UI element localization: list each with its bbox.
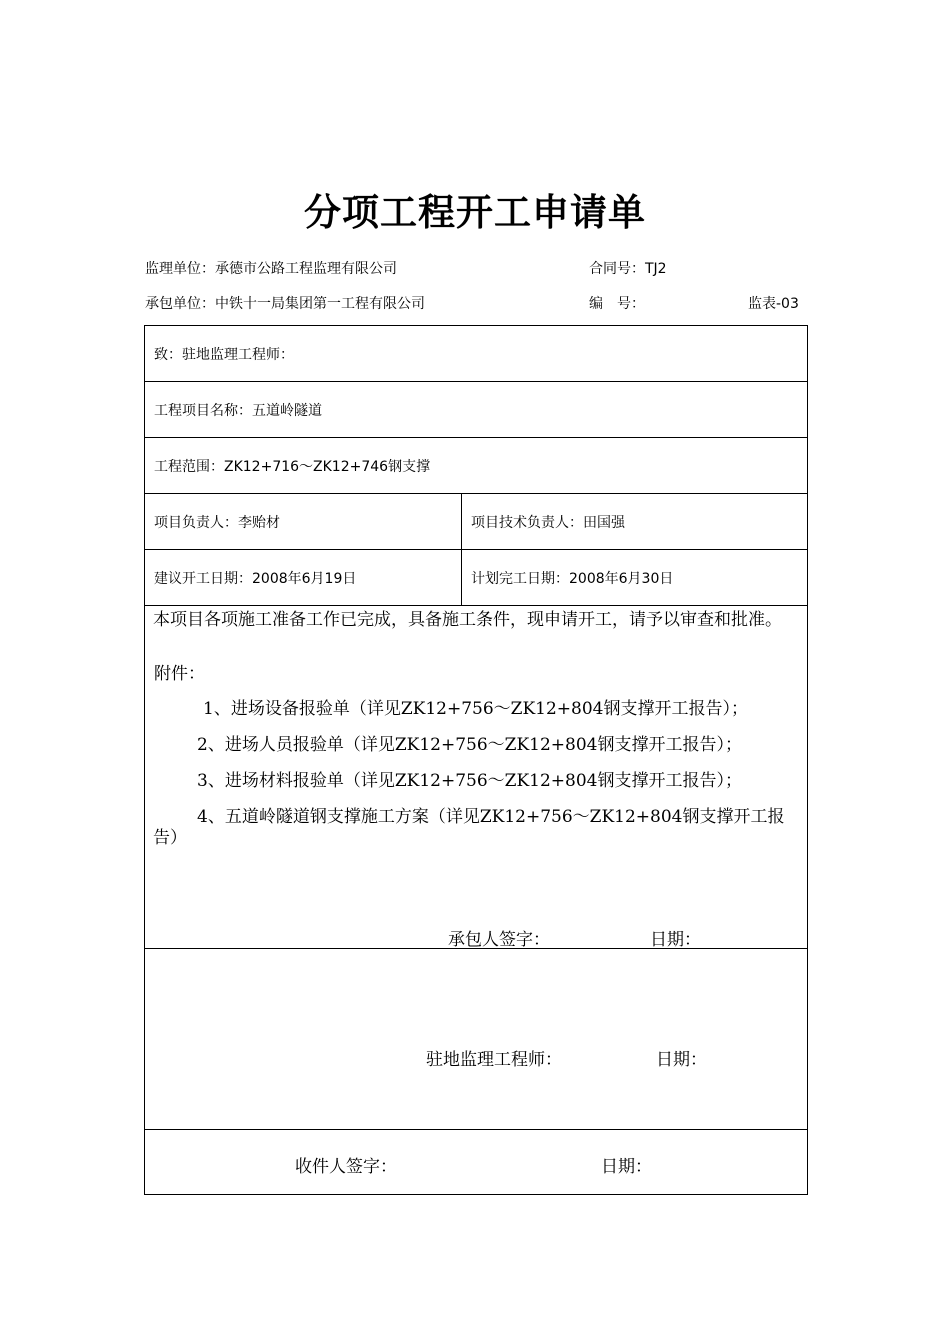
- end-date-field: 计划完工日期：2008年6月30日: [462, 550, 808, 606]
- scope-field: 工程范围：ZK12+716～ZK12+746钢支撑: [145, 438, 808, 494]
- attachment-item: 4、五道岭隧道钢支撑施工方案（详见ZK12+756～ZK12+804钢支撑开工报告）: [153, 807, 785, 848]
- attachments-label: 附件：: [154, 664, 205, 684]
- statement-text: 本项目各项施工准备工作已完成，具备施工条件，现申请开工，请予以审查和批准。: [153, 610, 782, 630]
- project-name-field: 工程项目名称：五道岭隧道: [145, 382, 808, 438]
- attachment-item: 1、进场设备报验单（详见ZK12+756～ZK12+804钢支撑开工报告）；: [203, 699, 748, 719]
- contractor-unit: 承包单位：中铁十一局集团第一工程有限公司: [145, 296, 425, 312]
- start-date-field: 建议开工日期：2008年6月19日: [145, 550, 462, 606]
- supervisor-unit: 监理单位：承德市公路工程监理有限公司: [145, 261, 397, 277]
- project-lead-field: 项目负责人：李贻材: [145, 494, 462, 550]
- table-row: [145, 326, 808, 382]
- serial-number-label: 编 号：: [589, 296, 645, 312]
- table-row: [145, 1130, 808, 1195]
- table-row: [145, 606, 808, 949]
- table-row: [145, 949, 808, 1130]
- attachment-item: 3、进场材料报验单（详见ZK12+756～ZK12+804钢支撑开工报告）；: [197, 771, 742, 791]
- contractor-signature-label: 承包人签字：: [448, 930, 550, 950]
- form-code: 监表-03: [748, 296, 799, 312]
- application-body: [145, 606, 808, 949]
- receiver-cell: [145, 1130, 808, 1195]
- receiver-date-label: 日期：: [601, 1157, 652, 1177]
- table-row: [145, 550, 808, 606]
- receiver-signature-label: 收件人签字：: [295, 1157, 397, 1177]
- application-form-table: [144, 325, 808, 1195]
- table-row: [145, 438, 808, 494]
- contract-number: 合同号：TJ2: [589, 261, 667, 277]
- supervisor-signature-label: 驻地监理工程师：: [426, 1050, 562, 1070]
- tech-lead-field: 项目技术负责人：田国强: [462, 494, 808, 550]
- table-row: [145, 382, 808, 438]
- supervisor-date-label: 日期：: [656, 1050, 707, 1070]
- supervisor-review-cell: [145, 949, 808, 1130]
- page-title: 分项工程开工申请单: [304, 190, 646, 234]
- addressee-field: 致：驻地监理工程师：: [145, 326, 808, 382]
- contractor-date-label: 日期：: [650, 930, 701, 950]
- attachment-item: 2、进场人员报验单（详见ZK12+756～ZK12+804钢支撑开工报告）；: [197, 735, 742, 755]
- table-row: [145, 494, 808, 550]
